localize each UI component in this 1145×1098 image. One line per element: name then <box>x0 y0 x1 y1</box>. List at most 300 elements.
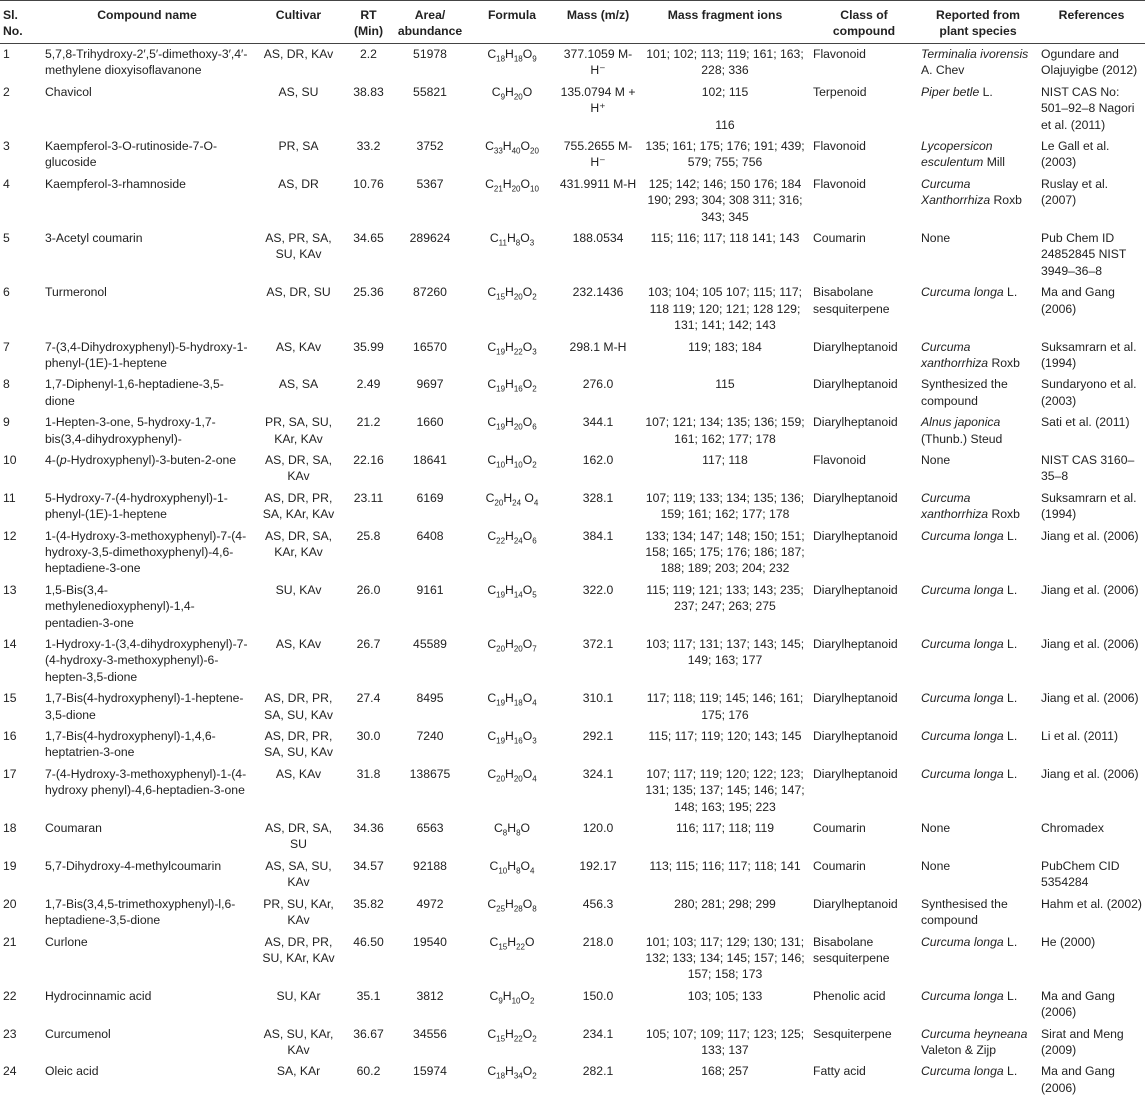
cell-rt: 2.49 <box>356 377 381 392</box>
cell-name: 1,5-Bis(3,4-methylenedioxyphenyl)-1,4-pentadien-3-one <box>45 582 195 630</box>
cell-refs: He (2000) <box>1041 934 1096 949</box>
cell-fragments: 107; 121; 134; 135; 136; 159; 161; 162; 177; 178 <box>645 415 805 446</box>
cell-refs: Pub Chem ID 24852845 NIST 3949–36–8 <box>1041 231 1127 278</box>
cell-name: 7-(4-Hydroxy-3-methoxyphenyl)-1-(4-hydroxy phenyl)-4,6-heptadien-3-one <box>45 766 247 798</box>
cell-species: Lycopersicon esculentum Mill <box>921 139 1005 170</box>
cell-cultivar: SU, KAr <box>276 988 321 1003</box>
cell-mass: 150.0 <box>582 988 614 1003</box>
cell-refs: NIST CAS No: 501–92–8 Nagori et al. (2011) <box>1041 84 1135 132</box>
table-row <box>0 985 1145 1023</box>
cell-no: 21 <box>3 934 17 949</box>
cell-class: Flavonoid <box>813 139 866 154</box>
cell-area: 5367 <box>416 176 444 191</box>
cell-name: 3-Acetyl coumarin <box>45 231 143 246</box>
cell-rt: 21.2 <box>356 415 381 430</box>
cell-species: Curcuma longa L. <box>921 691 1018 706</box>
cell-species: Curcuma longa L. <box>921 988 1018 1003</box>
cell-name: Oleic acid <box>45 1064 99 1079</box>
header-species: Reported from plant species <box>918 1 1038 44</box>
cell-formula: $C_{11}H_8O_3$ <box>489 231 535 248</box>
cell-area: 55821 <box>413 84 447 99</box>
cell-rt: 22.16 <box>353 452 384 467</box>
cell-mass: 188.0534 <box>572 231 624 246</box>
table-row <box>0 931 1145 985</box>
cell-fragments: 103; 104; 105 107; 115; 117; 118 119; 120; 121; 128 129; 131; 141; 142; 143 <box>647 285 803 333</box>
cell-rt: 34.65 <box>353 231 384 246</box>
cell-fragments: 107; 117; 119; 120; 122; 123; 131; 135; 137; 145; 146; 147; 148; 163; 195; 223 <box>645 766 805 814</box>
table-row <box>0 449 1145 487</box>
cell-area: 87260 <box>413 285 447 300</box>
table-row <box>0 1023 1145 1061</box>
cell-refs: Le Gall et al. (2003) <box>1041 139 1110 170</box>
cell-no: 7 <box>3 339 10 354</box>
cell-cultivar: AS, DR <box>278 176 319 191</box>
cell-species: None <box>921 231 951 246</box>
cell-no: 22 <box>3 988 17 1003</box>
cell-name: Coumaran <box>45 821 102 836</box>
table-row <box>0 763 1145 817</box>
cell-fragments: 101; 103; 117; 129; 130; 131; 132; 133; 134; 145; 157; 146; 157; 158; 173 <box>645 934 805 982</box>
cell-species: Curcuma longa L. <box>921 729 1018 744</box>
cell-mass: 372.1 <box>582 637 614 651</box>
cell-no: 23 <box>3 1026 17 1041</box>
cell-fragments: 125; 142; 146; 150 176; 184 190; 293; 304; 308 311; 316; 343; 345 <box>647 176 803 224</box>
cell-mass: 328.1 <box>582 490 614 505</box>
cell-formula: $C_{21}H_{20}O_{10}$ <box>485 176 539 194</box>
cell-rt: 31.8 <box>356 766 381 781</box>
cell-cultivar: AS, KAv <box>275 766 322 781</box>
cell-refs: Jiang et al. (2006) <box>1041 766 1139 781</box>
cell-no: 1 <box>3 47 10 61</box>
cell-refs: Suksamrarn et al. (1994) <box>1041 490 1137 522</box>
cell-class: Diarylheptanoid <box>813 729 898 744</box>
header-class: Class of compound <box>810 1 918 44</box>
cell-fragments: 116; 117; 118; 119 <box>675 821 775 836</box>
cell-mass: 292.1 <box>582 729 614 744</box>
cell-area: 3752 <box>416 139 444 154</box>
cell-refs: PubChem CID 5354284 <box>1041 858 1120 890</box>
cell-name: 5-Hydroxy-7-(4-hydroxyphenyl)-1-phenyl-(1E)-1-heptene <box>45 490 228 522</box>
table-row <box>0 855 1145 893</box>
cell-species: Curcuma longa L. <box>921 582 1018 597</box>
cell-refs: Chromadex <box>1041 821 1104 836</box>
cell-fragments: 115; 117; 119; 120; 143; 145 <box>648 729 802 744</box>
cell-no: 11 <box>3 490 16 505</box>
table-row <box>0 173 1145 227</box>
cell-name: 1,7-Diphenyl-1,6-heptadiene-3,5-dione <box>45 377 224 408</box>
cell-formula: $C_{19}H_{18}O_4$ <box>487 691 537 708</box>
cell-mass: 192.17 <box>579 858 617 873</box>
cell-name: 1,7-Bis(3,4,5-trimethoxyphenyl)-l,6-heptadiene-3,5-dione <box>45 896 236 928</box>
cell-species: None <box>921 452 951 467</box>
cell-fragments: 135; 161; 175; 176; 191; 439; 579; 755; 756 <box>645 139 805 170</box>
cell-fragments: 117; 118; 119; 145; 146; 161; 175; 176 <box>646 691 804 722</box>
cell-no: 5 <box>3 231 10 246</box>
cell-species: Curcuma longa L. <box>921 766 1018 781</box>
cell-area: 289624 <box>409 231 451 246</box>
cell-formula: $C_{10}H_{10}O_2$ <box>487 452 537 470</box>
cell-rt: 34.57 <box>353 858 384 873</box>
cell-area: 6169 <box>416 490 444 505</box>
cell-formula: $C_{10}H_8O_4$ <box>489 858 535 876</box>
cell-species: Curcuma longa L. <box>921 1064 1018 1079</box>
table-row <box>0 282 1145 336</box>
cell-cultivar: PR, SA, SU, KAr, KAv <box>264 415 333 446</box>
cell-rt: 35.1 <box>356 988 381 1003</box>
cell-cultivar: AS, KAv <box>275 339 322 354</box>
cell-name: Turmeronol <box>45 285 107 300</box>
cell-rt: 34.36 <box>353 821 384 836</box>
table-row <box>0 374 1145 412</box>
cell-rt: 30.0 <box>356 729 381 744</box>
cell-rt: 60.2 <box>356 1064 381 1079</box>
cell-area: 19540 <box>413 934 447 949</box>
cell-no: 8 <box>3 377 10 392</box>
cell-area: 7240 <box>416 729 444 744</box>
cell-fragments: 101; 102; 113; 119; 161; 163; 228; 336 <box>646 47 804 78</box>
cell-species: Curcuma heyneana Valeton & Zijp <box>921 1026 1028 1057</box>
cell-class: Diarylheptanoid <box>813 896 898 911</box>
cell-formula: $C_{22}H_{24}O_6$ <box>487 528 537 545</box>
cell-mass: 298.1 M-H <box>569 339 627 354</box>
cell-species: Synthesised the compound <box>921 896 1008 928</box>
cell-species: None <box>921 858 951 873</box>
cell-class: Diarylheptanoid <box>813 415 898 430</box>
cell-class: Diarylheptanoid <box>813 637 898 651</box>
header-fragments: Mass fragment ions <box>640 1 810 44</box>
cell-refs: Jiang et al. (2006) <box>1041 528 1139 543</box>
cell-no: 19 <box>3 858 17 873</box>
cell-fragments: 105; 107; 109; 117; 123; 125; 133; 137 <box>645 1026 805 1057</box>
cell-mass: 135.0794 M + H⁺ <box>560 84 636 116</box>
cell-mass: 276.0 <box>582 377 614 392</box>
cell-species: Curcuma xanthorrhiza Roxb <box>921 339 1020 370</box>
cell-name: 7-(3,4-Dihydroxyphenyl)-5-hydroxy-1-phenyl-(1E)-1-heptene <box>45 339 248 370</box>
cell-area: 4972 <box>416 896 444 911</box>
cell-mass: 344.1 <box>582 415 614 430</box>
cell-class: Diarylheptanoid <box>813 582 898 597</box>
cell-mass: 162.0 <box>582 452 614 467</box>
cell-cultivar: SU, KAv <box>275 582 322 597</box>
cell-rt: 2.2 <box>360 47 377 61</box>
cell-refs: Suksamrarn et al. (1994) <box>1041 339 1137 370</box>
cell-class: Flavonoid <box>813 452 866 467</box>
cell-no: 2 <box>3 84 10 99</box>
cell-no: 17 <box>3 766 17 781</box>
cell-refs: NIST CAS 3160–35–8 <box>1041 452 1135 484</box>
cell-formula: $C_9H_{20}O$ <box>491 84 533 102</box>
cell-name: 1-Hepten-3-one, 5-hydroxy-1,7-bis(3,4-dihydroxyphenyl)- <box>45 415 216 446</box>
cell-cultivar: PR, SU, KAr, KAv <box>263 896 334 928</box>
cell-name: 1,7-Bis(4-hydroxyphenyl)-1-heptene-3,5-dione <box>45 691 244 722</box>
cell-rt: 38.83 <box>353 84 384 99</box>
cell-no: 18 <box>3 821 17 836</box>
table-row <box>0 818 1145 856</box>
cell-rt: 36.67 <box>353 1026 384 1041</box>
cell-class: Phenolic acid <box>813 988 886 1003</box>
cell-refs: Ogundare and Olajuyigbe (2012) <box>1041 47 1138 78</box>
cell-area: 34556 <box>413 1026 447 1041</box>
cell-no: 13 <box>3 582 17 597</box>
header-formula: Formula <box>468 1 556 44</box>
cell-rt: 35.99 <box>353 339 384 354</box>
cell-formula: $C_{20}H_{24}$ $O_4$ <box>485 490 539 508</box>
cell-cultivar: PR, SA <box>278 139 319 154</box>
cell-name: Chavicol <box>45 84 92 99</box>
cell-formula: $C_{33}H_{40}O_{20}$ <box>485 139 539 156</box>
cell-class: Diarylheptanoid <box>813 691 898 706</box>
header-cultivar: Cultivar <box>252 1 345 44</box>
header-rt: RT (Min) <box>345 1 392 44</box>
cell-class: Flavonoid <box>813 176 866 191</box>
cell-rt: 25.8 <box>356 528 381 543</box>
cell-formula: $C_{15}H_{22}O$ <box>489 934 535 951</box>
table-row <box>0 136 1145 174</box>
cell-cultivar: SA, KAr <box>276 1064 321 1079</box>
cell-mass: 431.9911 M-H <box>559 176 637 191</box>
cell-species: Piper betle L. <box>921 84 993 99</box>
table-row <box>0 44 1145 82</box>
cell-formula: $C_{19}H_{16}O_3$ <box>487 729 537 746</box>
cell-area: 51978 <box>413 47 447 61</box>
cell-species: None <box>921 821 951 836</box>
header-name: Compound name <box>42 1 252 44</box>
cell-mass: 310.1 <box>582 691 614 706</box>
cell-mass: 755.2655 M- H⁻ <box>563 139 633 170</box>
cell-rt: 35.82 <box>353 896 384 911</box>
cell-formula: $C_{19}H_{16}O_2$ <box>487 377 537 394</box>
cell-fragments: 115; 116; 117; 118 141; 143 <box>650 231 800 246</box>
cell-refs: Hahm et al. (2002) <box>1041 896 1142 911</box>
cell-cultivar: AS, DR, PR, SU, KAr, KAv <box>262 934 335 965</box>
cell-no: 14 <box>3 637 17 651</box>
table-row <box>0 893 1145 931</box>
cell-fragments: 117; 118 <box>702 452 748 467</box>
cell-no: 10 <box>3 452 17 467</box>
cell-fragments: 113; 115; 116; 117; 118; 141 <box>649 858 801 873</box>
cell-mass: 384.1 <box>582 528 614 543</box>
header-area: Area/ abundance <box>392 1 468 44</box>
cell-fragments: 103; 117; 131; 137; 143; 145; 149; 163; 177 <box>645 637 805 668</box>
cell-species: Curcuma longa L. <box>921 285 1018 300</box>
cell-area: 3812 <box>416 988 444 1003</box>
cell-no: 12 <box>3 528 17 543</box>
cell-rt: 10.76 <box>353 176 384 191</box>
cell-area: 45589 <box>413 637 447 651</box>
cell-refs: Jiang et al. (2006) <box>1041 691 1139 706</box>
cell-formula: $C_{20}H_{20}O_7$ <box>487 637 537 654</box>
cell-mass: 234.1 <box>582 1026 614 1041</box>
cell-mass: 282.1 <box>582 1064 614 1079</box>
header-mass: Mass (m/z) <box>556 1 640 44</box>
cell-cultivar: AS, DR, SA, KAv <box>264 452 333 484</box>
cell-name: 1-(4-Hydroxy-3-methoxyphenyl)-7-(4-hydroxy-3,5-dimethoxyphenyl)-4,6-heptadiene-3-one <box>45 528 247 576</box>
table-row <box>0 525 1145 579</box>
table-row <box>0 688 1145 726</box>
cell-class: Diarylheptanoid <box>813 339 898 354</box>
cell-area: 138675 <box>409 766 451 781</box>
cell-no: 4 <box>3 176 10 191</box>
cell-formula: $C_{18}H_{34}O_2$ <box>487 1064 537 1081</box>
cell-formula: $C_{19}H_{20}O_6$ <box>487 415 537 432</box>
cell-fragments: 103; 105; 133 <box>687 988 763 1003</box>
cell-no: 6 <box>3 285 10 300</box>
cell-class: Diarylheptanoid <box>813 528 898 543</box>
cell-species: Alnus japonica (Thunb.) Steud <box>921 415 1003 446</box>
cell-species: Terminalia ivorensis A. Chev <box>921 47 1029 78</box>
cell-formula: $C_8H_8O$ <box>493 821 530 838</box>
cell-fragments: 168; 257 <box>701 1064 749 1079</box>
cell-cultivar: AS, DR, PR, SA, SU, KAv <box>264 691 333 722</box>
cell-name: Curcumenol <box>45 1026 111 1041</box>
cell-cultivar: AS, SU, KAr, KAv <box>263 1026 334 1057</box>
cell-name: 1-Hydroxy-1-(3,4-dihydroxyphenyl)-7-(4-hydroxy-3-methoxyphenyl)-6-hepten-3,5-dione <box>45 637 248 684</box>
cell-formula: $C_{19}H_{22}O_3$ <box>487 339 537 356</box>
cell-rt: 26.0 <box>356 582 381 597</box>
cell-cultivar: AS, DR, PR, SA, SU, KAv <box>264 729 333 760</box>
table-row <box>0 579 1145 633</box>
cell-species: Curcuma xanthorrhiza Roxb <box>921 490 1020 522</box>
cell-class: Diarylheptanoid <box>813 766 898 781</box>
cell-class: Coumarin <box>813 231 866 246</box>
cell-no: 20 <box>3 896 17 911</box>
cell-rt: 26.7 <box>356 637 381 651</box>
cell-class: Bisabolane sesquiterpene <box>813 285 890 316</box>
cell-species: Curcuma longa L. <box>921 637 1018 651</box>
cell-area: 6563 <box>416 821 444 836</box>
cell-area: 16570 <box>413 339 447 354</box>
cell-name: Kaempferol-3-rhamnoside <box>45 176 186 191</box>
cell-class: Sesquiterpene <box>813 1026 892 1041</box>
cell-cultivar: AS, SA, SU, KAv <box>265 858 332 890</box>
cell-species: Curcuma longa L. <box>921 934 1018 949</box>
cell-class: Terpenoid <box>813 84 867 99</box>
cell-refs: Sundaryono et al. (2003) <box>1041 377 1137 408</box>
cell-class: Diarylheptanoid <box>813 377 898 392</box>
cell-rt: 33.2 <box>356 139 381 154</box>
cell-mass: 120.0 <box>582 821 614 836</box>
cell-formula: $C_{15}H_{22}O_2$ <box>487 1026 537 1043</box>
cell-cultivar: AS, KAv <box>275 637 322 651</box>
cell-refs: Li et al. (2011) <box>1041 729 1119 744</box>
table-row <box>0 726 1145 764</box>
table-row <box>0 81 1145 135</box>
cell-no: 16 <box>3 729 17 744</box>
cell-cultivar: AS, SA <box>278 377 319 392</box>
cell-refs: Sati et al. (2011) <box>1041 415 1130 430</box>
cell-mass: 324.1 <box>582 766 614 781</box>
cell-class: Bisabolane sesquiterpene <box>813 934 890 965</box>
cell-name: 5,7-Dihydroxy-4-methylcoumarin <box>45 858 222 873</box>
cell-mass: 377.1059 M-H⁻ <box>563 47 633 78</box>
cell-formula: $C_{18}H_{18}O_9$ <box>487 47 537 64</box>
cell-cultivar: AS, DR, SA, SU <box>264 821 333 852</box>
cell-class: Coumarin <box>813 858 866 873</box>
cell-area: 9697 <box>416 377 444 392</box>
cell-formula: $C_{25}H_{28}O_8$ <box>487 896 537 914</box>
cell-fragments: 133; 134; 147; 148; 150; 151; 158; 165; 175; 176; 186; 187; 188; 189; 203; 204; 232 <box>645 528 805 576</box>
cell-name: 1,7-Bis(4-hydroxyphenyl)-1,4,6-heptatrien-3-one <box>45 729 216 760</box>
header-no: Sl. No. <box>0 1 42 44</box>
cell-fragments: 119; 183; 184 <box>688 339 762 354</box>
cell-no: 9 <box>3 415 10 430</box>
cell-area: 8495 <box>416 691 444 706</box>
cell-area: 1660 <box>416 415 444 430</box>
cell-rt: 46.50 <box>353 934 384 949</box>
cell-area: 92188 <box>413 858 447 873</box>
cell-no: 24 <box>3 1064 17 1079</box>
cell-cultivar: AS, DR, SU <box>266 285 331 300</box>
cell-cultivar: AS, DR, PR, SA, KAr, KAv <box>262 490 335 522</box>
cell-class: Flavonoid <box>813 47 866 61</box>
table-row <box>0 1061 1145 1098</box>
cell-mass: 322.0 <box>582 582 614 597</box>
cell-fragments: 280; 281; 298; 299 <box>674 896 776 911</box>
header-row <box>0 1 1145 44</box>
header-refs: References <box>1038 1 1145 44</box>
cell-refs: Jiang et al. (2006) <box>1041 637 1139 651</box>
table-row <box>0 228 1145 282</box>
cell-name: Kaempferol-3-O-rutinoside-7-O-glucoside <box>45 139 218 170</box>
cell-mass: 456.3 <box>582 896 614 911</box>
cell-species: Curcuma Xanthorrhiza Roxb <box>921 176 1022 208</box>
cell-fragments: 115; 119; 121; 133; 143; 235; 237; 247; 263; 275 <box>646 582 804 614</box>
cell-fragments: 107; 119; 133; 134; 135; 136; 159; 161; 162; 177; 178 <box>645 490 805 522</box>
cell-refs: Ma and Gang (2006) <box>1041 285 1115 316</box>
cell-class: Fatty acid <box>813 1064 866 1079</box>
cell-cultivar: AS, DR, KAv <box>263 47 334 61</box>
table-row <box>0 487 1145 525</box>
cell-cultivar: AS, PR, SA, SU, KAv <box>265 231 332 262</box>
cell-class: Coumarin <box>813 821 866 836</box>
cell-rt: 27.4 <box>356 691 381 706</box>
cell-cultivar: AS, DR, SA, KAr, KAv <box>264 528 333 559</box>
cell-refs: Ruslay et al. (2007) <box>1041 176 1109 208</box>
cell-no: 3 <box>3 139 10 154</box>
cell-species: Curcuma longa L. <box>921 528 1018 543</box>
cell-formula: $C_9H_{10}O_2$ <box>489 988 535 1006</box>
cell-refs: Ma and Gang (2006) <box>1041 988 1115 1020</box>
cell-formula: $C_{19}H_{14}O_5$ <box>487 582 537 600</box>
cell-area: 9161 <box>416 582 444 597</box>
cell-refs: Jiang et al. (2006) <box>1041 582 1139 597</box>
cell-rt: 25.36 <box>353 285 384 300</box>
cell-area: 6408 <box>416 528 444 543</box>
cell-name: Hydrocinnamic acid <box>45 988 152 1003</box>
cell-species: Synthesized the compound <box>921 377 1008 408</box>
table-row <box>0 336 1145 374</box>
cell-cultivar: AS, SU <box>278 84 319 99</box>
cell-name: 4-(p-Hydroxyphenyl)-3-buten-2-one <box>45 452 237 467</box>
cell-name: Curlone <box>45 934 88 949</box>
table-row <box>0 634 1145 688</box>
cell-area: 18641 <box>413 452 447 467</box>
cell-fragments: 115 <box>715 377 735 392</box>
cell-mass: 218.0 <box>582 934 614 949</box>
cell-formula: $C_{20}H_{20}O_4$ <box>487 766 537 784</box>
cell-name: 5,7,8-Trihydroxy-2′,5′-dimethoxy-3′,4′-methylene dioxyisoflavanone <box>45 47 248 78</box>
table-row <box>0 412 1145 450</box>
cell-class: Diarylheptanoid <box>813 490 898 505</box>
cell-no: 15 <box>3 691 17 706</box>
cell-refs: Ma and Gang (2006) <box>1041 1064 1115 1095</box>
cell-area: 15974 <box>413 1064 447 1079</box>
cell-mass: 232.1436 <box>572 285 624 300</box>
cell-fragments: 102; 115 116 <box>701 84 749 132</box>
cell-refs: Sirat and Meng (2009) <box>1041 1026 1124 1057</box>
cell-rt: 23.11 <box>353 490 384 505</box>
cell-formula: $C_{15}H_{20}O_2$ <box>487 285 537 302</box>
